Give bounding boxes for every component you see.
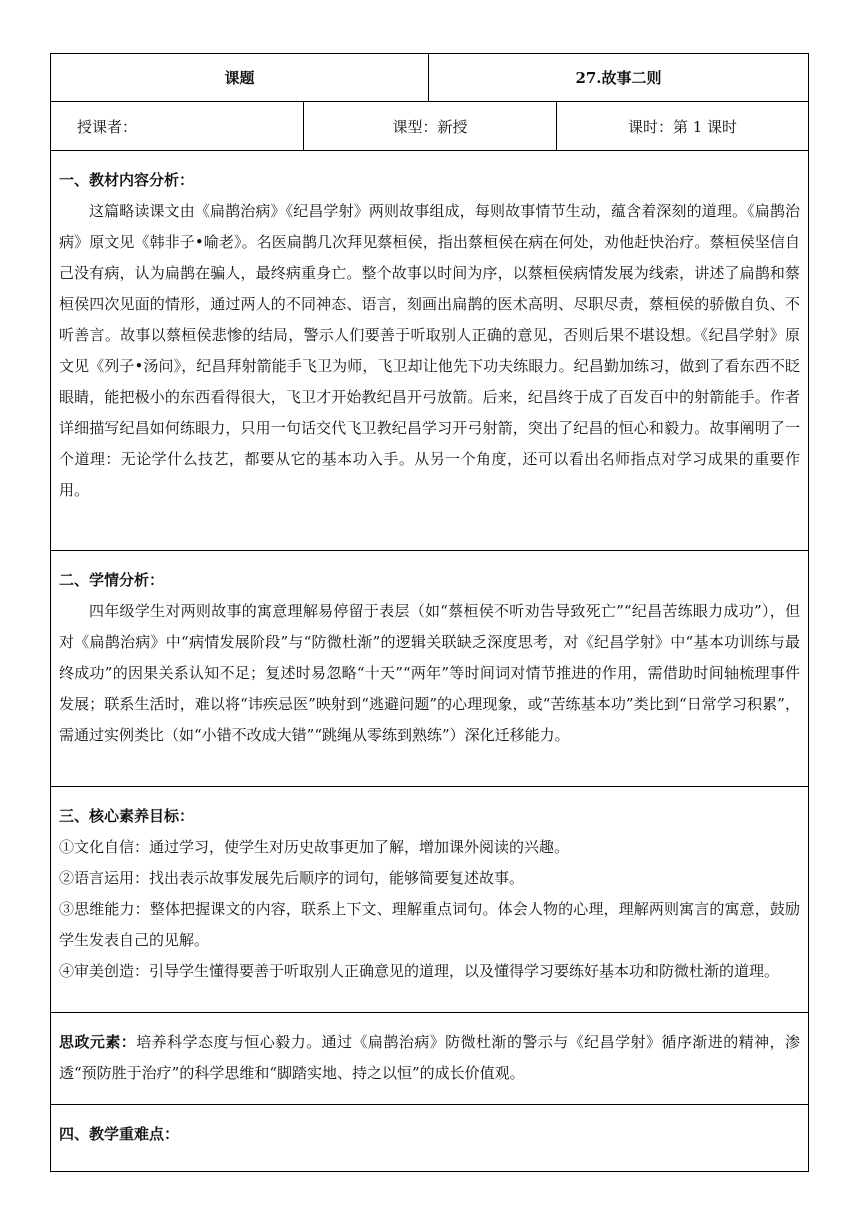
lesson-time-field: 课时：第 1 课时 [627,117,738,136]
ideology-paragraph [59,1027,800,1089]
section-core-goals [51,787,808,1013]
topic-value: 27.故事二则 [575,69,662,87]
lesson-type-field: 课型：新授 [304,102,557,150]
section-heading: 二、学情分析： [59,571,165,589]
goal-item: ②语言运用：找出表示故事发展先后顺序的词句，能够简要复述故事。 [59,869,525,887]
goal-item: ③思维能力：整体把握课文的内容，联系上下文、理解重点词句。体会人物的心理，理解两则寓言的寓意，鼓励学生发表自己的见解。 [59,900,800,949]
section-student-analysis [51,551,808,787]
goal-item: ④审美创造：引导学生懂得要善于听取别人正确意见的道理，以及懂得学习要练好基本功和防微杜渐的道理。 [59,962,780,980]
teacher-field: 授课者： [51,102,304,150]
section-key-difficulties [51,1105,808,1171]
lesson-plan-table [50,53,809,1172]
goal-item: ①文化自信：通过学习，使学生对历史故事更加了解，增加课外阅读的兴趣。 [59,838,570,856]
header-row-topic [51,54,808,102]
ideology-body: 培养科学态度与恒心毅力。通过《扁鹊治病》防微杜渐的警示与《纪昌学射》循序渐进的精神，渗透“预防胜于治疗”的科学思维和“脚踏实地、持之以恒”的成长价值观。 [59,1033,800,1082]
topic-label: 课题 [51,54,429,101]
section-heading: 一、教材内容分析： [59,171,195,189]
section-ideology [51,1013,808,1105]
ideology-label: 思政元素： [59,1033,137,1051]
header-row-info [51,102,808,151]
section-heading: 三、核心素养目标： [59,807,195,825]
section-heading: 四、教学重难点： [59,1125,180,1143]
section-body: 这篇略读课文由《扁鹊治病》《纪昌学射》两则故事组成，每则故事情节生动，蕴含着深刻的道理。《扁鹊治病》原文见《韩非子•喻老》。名医扁鹊几次拜见蔡桓侯，指出蔡桓侯在病在何处，劝他赶快治疗。蔡桓侯坚信自己没有病，认为扁鹊在骗人，最终病重身亡。整个故事以时间为序，以蔡桓侯病情发展为线索，讲述了扁鹊和蔡桓侯四次见面的情形，通过两人的不同神态、语言，刻画出扁鹊的医术高明、尽职尽责，蔡桓侯的骄傲自负、不听善言。故事以蔡桓侯悲惨的结局，警示人们要善于听取别人正确的意见，否则后果不堪设想。《纪昌学射》原文见《列子•汤问》，纪昌拜射箭能手飞卫为师，飞卫却让他先下功夫练眼力。纪昌勤加练习，做到了看东西不眨眼睛，能把极小的东西看得很大，飞卫才开始教纪昌开弓放箭。后来，纪昌终于成了百发百中的射箭能手。作者详细描写纪昌如何练眼力，只用一句话交代飞卫教纪昌学习开弓射箭，突出了纪昌的恒心和毅力。故事阐明了一个道理：无论学什么技艺，都要从它的基本功入手。从另一个角度，还可以看出名师指点对学习成果的重要作用。 [59,202,800,499]
section-textbook-analysis [51,151,808,551]
section-body: 四年级学生对两则故事的寓意理解易停留于表层（如“蔡桓侯不听劝告导致死亡”“纪昌苦练眼力成功”），但对《扁鹊治病》中“病情发展阶段”与“防微杜渐”的逻辑关联缺乏深度思考，对《纪昌学射》中“基本功训练与最终成功”的因果关系认知不足；复述时易忽略“十天”“两年”等时间词对情节推进的作用，需借助时间轴梳理事件发展；联系生活时，难以将“讳疾忌医”映射到“逃避问题”的心理现象，或“苦练基本功”类比到“日常学习积累”，需通过实例类比（如“小错不改成大错”“跳绳从零练到熟练”）深化迁移能力。 [59,602,800,744]
